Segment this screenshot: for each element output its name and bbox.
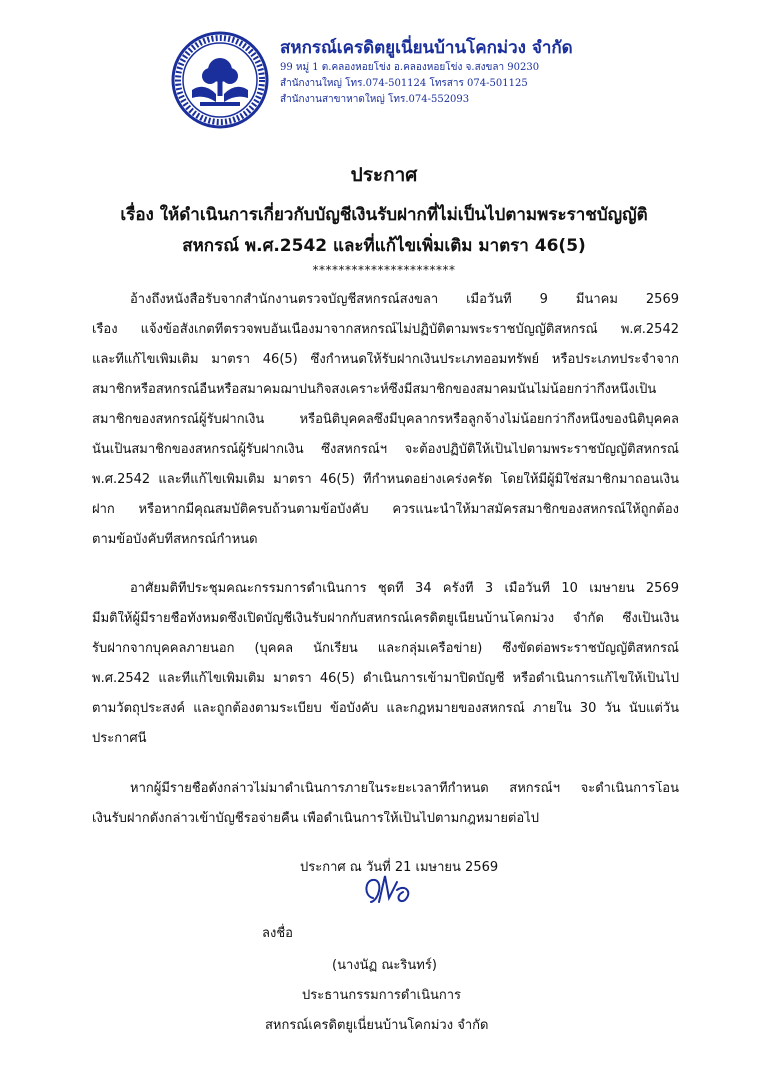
paragraph-1-line: พ.ศ.2542 และที่แก้ไขเพิ่มเติม มาตรา 46(5) ที่กำหนดอย่างเคร่งครัด โดยให้มีผู้มิใช่สมาชิกมาถอนเงิน bbox=[92, 472, 679, 487]
separator: ********************** bbox=[312, 263, 456, 277]
paragraph-1-line: สมาชิกของสหกรณ์ผู้รับฝากเงิน หรือนิติบุคคลซึ่งมีบุคลากรหรือลูกจ้างไม่น้อยกว่ากึ่งหนึ่งของนิติบุคคล bbox=[92, 412, 679, 427]
paragraph-1-line: อ้างถึงหนังสือรับจากสำนักงานตรวจบัญชีสหกรณ์สงขลา เมื่อวันที่ 9 มีนาคม 2569 bbox=[130, 292, 679, 307]
paragraph-2-line: รับฝากจากบุคคลภายนอก (บุคคล นักเรียน และกลุ่มเครือข่าย) ซึ่งขัดต่อพระราชบัญญัติสหกรณ์ bbox=[92, 641, 679, 656]
paragraph-2-line: ประกาศนี้ bbox=[92, 731, 147, 746]
organization-info bbox=[280, 36, 700, 108]
branch-office-contact: สำนักงานสาขาหาดใหญ่ โทร.074-552093 bbox=[280, 94, 470, 105]
paragraph-3-line: หากผู้มีรายชื่อดังกล่าวไม่มาดำเนินการภายในระยะเวลาที่กำหนด สหกรณ์ฯ จะดำเนินการโอน bbox=[130, 781, 679, 796]
paragraph-1-line: ตามข้อบังคับที่สหกรณ์กำหนด bbox=[92, 532, 258, 547]
paragraph-2-line: พ.ศ.2542 และที่แก้ไขเพิ่มเติม มาตรา 46(5) ดำเนินการเข้ามาปิดบัญชี หรือดำเนินการแก้ไขให้เป็นไป bbox=[92, 671, 679, 686]
cooperative-logo-icon bbox=[170, 30, 270, 130]
signer-name: (นางนัฏ ณะรินทร์) bbox=[332, 958, 437, 973]
paragraph-1-line: ฝาก หรือหากมีคุณสมบัติครบถ้วนตามข้อบังคับ ควรแนะนำให้มาสมัครสมาชิกของสหกรณ์ให้ถูกต้อง bbox=[92, 502, 679, 517]
announcement-title: ประกาศ bbox=[350, 164, 418, 186]
paragraph-1-line: และที่แก้ไขเพิ่มเติม มาตรา 46(5) ซึ่งกำหนดให้รับฝากเงินประเภทออมทรัพย์ หรือประเภทประจำจาก bbox=[92, 352, 679, 367]
organization-name: สหกรณ์เครดิตยูเนี่ยนบ้านโคกม่วง จำกัด bbox=[280, 38, 573, 58]
paragraph-2-line: อาศัยมติที่ประชุมคณะกรรมการดำเนินการ ชุดที่ 34 ครั้งที่ 3 เมื่อวันที่ 10 เมษายน 2569 bbox=[130, 581, 679, 596]
paragraph-1-line: สมาชิกหรือสหกรณ์อื่นหรือสมาคมฌาปนกิจสงเคราะห์ซึ่งมีสมาชิกของสมาคมนั้นไม่น้อยกว่ากึ่งหนึ่งเป็น bbox=[92, 382, 657, 397]
signer-position: ประธานกรรมการดำเนินการ bbox=[302, 988, 462, 1003]
paragraph-1-line: เรื่อง แจ้งข้อสังเกตที่ตรวจพบอันเนื่องมาจากสหกรณ์ไม่ปฏิบัติตามพระราชบัญญัติสหกรณ์ พ.ศ.2542 bbox=[92, 322, 679, 337]
sign-label: ลงชื่อ bbox=[262, 926, 293, 941]
paragraph-1-line: นั้นเป็นสมาชิกของสหกรณ์ผู้รับฝากเงิน ซึ่งสหกรณ์ฯ จะต้องปฏิบัติให้เป็นไปตามพระราชบัญญัติสหกรณ์ bbox=[92, 442, 679, 457]
paragraph-3-line: เงินรับฝากดังกล่าวเข้าบัญชีรอจ่ายคืน เพื่อดำเนินการให้เป็นไปตามกฎหมายต่อไป bbox=[92, 811, 539, 826]
paragraph-2-line: ตามวัตถุประสงค์ และถูกต้องตามระเบียบ ข้อบังคับ และกฎหมายของสหกรณ์ ภายใน 30 วัน นับแต่วัน bbox=[92, 701, 679, 716]
handwritten-signature-icon bbox=[355, 868, 425, 916]
announcement-date: ประกาศ ณ วันที่ 21 เมษายน 2569 bbox=[300, 860, 499, 875]
letterhead bbox=[170, 30, 690, 140]
paragraph-2-line: มีมติให้ผู้มีรายชื่อทั้งหมดซึ่งเปิดบัญชีเงินรับฝากกับสหกรณ์เครดิตยูเนี่ยนบ้านโคกม่วง จำกัด ซึ่งเป็นเงิน bbox=[92, 611, 679, 626]
subject-line-2: สหกรณ์ พ.ศ.2542 และที่แก้ไขเพิ่มเติม มาตรา 46(5) bbox=[182, 236, 586, 256]
head-office-contact: สำนักงานใหญ่ โทร.074-501124 โทรสาร 074-501125 bbox=[280, 78, 528, 89]
organization-address: 99 หมู่ 1 ต.คลองหอยโข่ง อ.คลองหอยโข่ง จ.สงขลา 90230 bbox=[280, 62, 540, 73]
subject-line-1: เรื่อง ให้ดำเนินการเกี่ยวกับบัญชีเงินรับฝากที่ไม่เป็นไปตามพระราชบัญญัติ bbox=[120, 205, 648, 225]
signer-organization: สหกรณ์เครดิตยูเนี่ยนบ้านโคกม่วง จำกัด bbox=[265, 1018, 489, 1033]
